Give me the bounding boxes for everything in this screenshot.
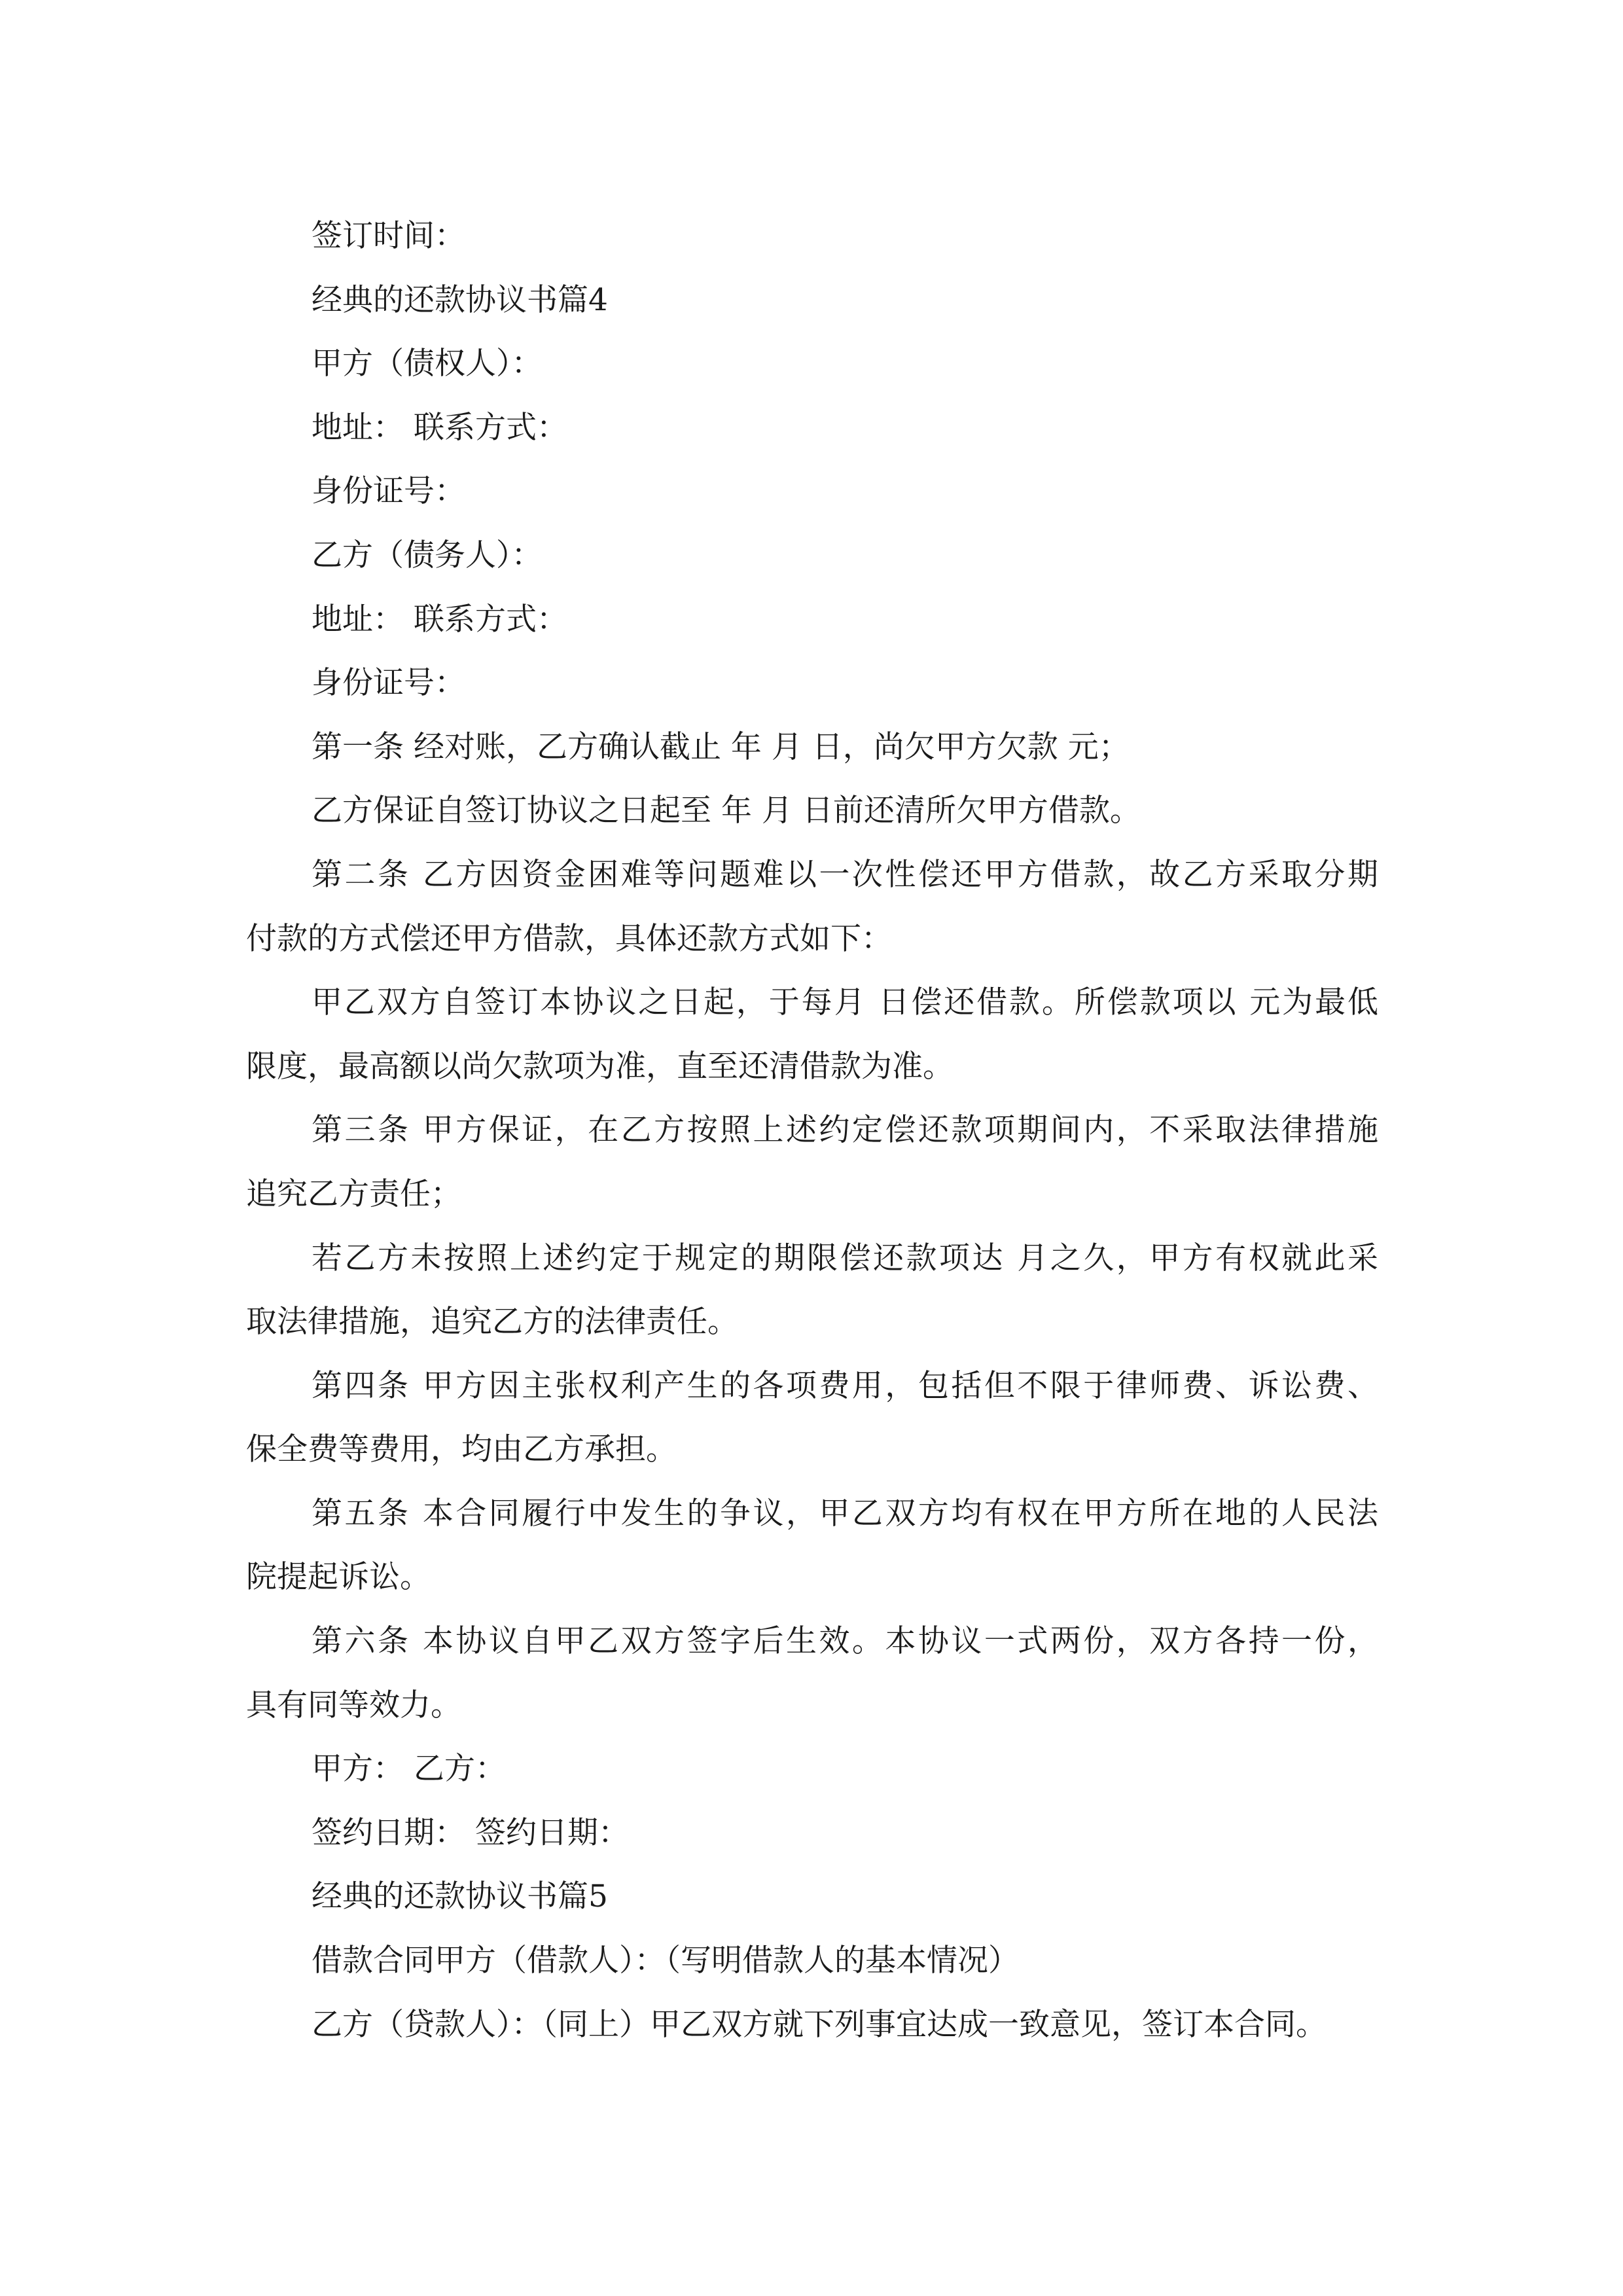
article-4-line-2: 保全费等费用，均由乙方承担。 xyxy=(246,1431,677,1468)
repayment-line-2: 限度，最高额以尚欠款项为准，直至还清借款为准。 xyxy=(246,1048,954,1085)
party-a-id-line: 身份证号： xyxy=(312,473,465,510)
party-b-line: 乙方（债务人）： xyxy=(312,537,543,573)
party-a-address-line: 地址： 联系方式： xyxy=(312,409,567,446)
article-6-line-1: 第六条 本协议自甲乙双方签字后生效。本协议一式两份，双方各持一份， xyxy=(312,1623,1378,1660)
signature-parties-line: 甲方： 乙方： xyxy=(312,1751,506,1787)
article-2-line-2: 付款的方式偿还甲方借款，具体还款方式如下： xyxy=(246,920,892,957)
party-a-line: 甲方（债权人）： xyxy=(312,346,543,382)
article-4-line-1: 第四条 甲方因主张权利产生的各项费用，包括但不限于律师费、诉讼费、 xyxy=(312,1367,1378,1404)
article-5-line-1: 第五条 本合同履行中发生的争议，甲乙双方均有权在甲方所在地的人民法 xyxy=(312,1495,1378,1532)
article-1-guarantee-line: 乙方保证自签订协议之日起至 年 月 日前还清所欠甲方借款。 xyxy=(312,793,1141,829)
section-heading-4: 经典的还款协议书篇4 xyxy=(312,281,608,318)
borrower-line: 借款合同甲方（借款人）：（写明借款人的基本情况） xyxy=(312,1943,1019,1979)
repayment-line-1: 甲乙双方自签订本协议之日起，于每月 日偿还借款。所偿款项以 元为最低 xyxy=(312,984,1378,1021)
default-clause-line-2: 取法律措施，追究乙方的法律责任。 xyxy=(246,1304,738,1340)
article-6-line-2: 具有同等效力。 xyxy=(246,1687,461,1723)
party-b-address-line: 地址： 联系方式： xyxy=(312,601,567,637)
article-3-line-2: 追究乙方责任； xyxy=(246,1175,461,1212)
document-body xyxy=(246,204,1378,2056)
lender-line: 乙方（贷款人）：（同上）甲乙双方就下列事宜达成一致意见，签订本合同。 xyxy=(312,2006,1327,2043)
article-3-line-1: 第三条 甲方保证，在乙方按照上述约定偿还款项期间内，不采取法律措施 xyxy=(312,1112,1378,1149)
default-clause-line-1: 若乙方未按照上述约定于规定的期限偿还款项达 月之久，甲方有权就此采 xyxy=(312,1240,1378,1276)
article-2-line-1: 第二条 乙方因资金困难等问题难以一次性偿还甲方借款，故乙方采取分期 xyxy=(312,856,1378,893)
article-5-line-2: 院提起诉讼。 xyxy=(246,1559,431,1596)
sign-time-line: 签订时间： xyxy=(312,218,465,254)
signature-dates-line: 签约日期： 签约日期： xyxy=(312,1814,629,1851)
article-1-line: 第一条 经对账，乙方确认截止 年 月 日，尚欠甲方欠款 元； xyxy=(312,728,1130,765)
party-b-id-line: 身份证号： xyxy=(312,665,465,702)
section-heading-5: 经典的还款协议书篇5 xyxy=(312,1878,608,1915)
